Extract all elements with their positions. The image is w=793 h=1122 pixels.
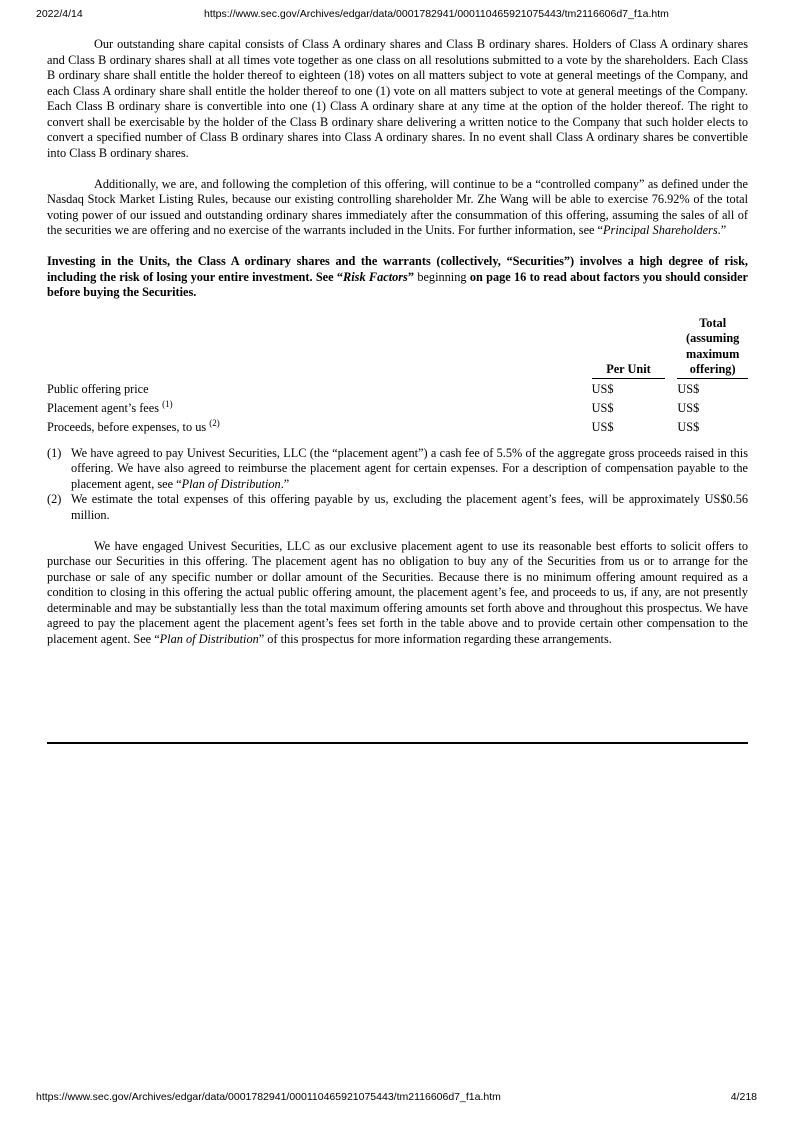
offering-table xyxy=(47,316,748,436)
controlled-company-paragraph xyxy=(47,177,748,239)
risk-warning-paragraph xyxy=(47,254,748,301)
row-total: US$ xyxy=(677,420,700,434)
col-per-unit: Per Unit xyxy=(592,362,666,379)
row-label: Proceeds, before expenses, to us xyxy=(47,420,210,434)
row-total: US$ xyxy=(677,382,700,396)
row-label: Placement agent’s fees xyxy=(47,401,163,415)
row-label: Public offering price xyxy=(47,382,149,396)
plan-of-distribution-ref: Plan of Distribution xyxy=(159,631,259,646)
footnote-text: We have agreed to pay Univest Securities, LLC (the “placement agent”) a cash fee of 5.5% of the aggregate gross proceeds raised in this offering. We have also agreed to reimburse the placement agent for certain expenses. For a description of compensation payable to the placement agent, see “Plan of Distribution.” xyxy=(71,445,748,491)
table-header-row xyxy=(47,316,748,379)
footnote-2 xyxy=(47,492,748,523)
footnote-ref: (1) xyxy=(162,399,173,409)
document-body xyxy=(47,37,748,647)
header-url: https://www.sec.gov/Archives/edgar/data/0001782941/000110465921075443/tm2116606d7_f1a.htm xyxy=(204,8,669,20)
footnote-ref: (2) xyxy=(209,418,220,428)
row-per-unit: US$ xyxy=(591,382,614,396)
footnote-1 xyxy=(47,446,748,493)
footer-url: https://www.sec.gov/Archives/edgar/data/0001782941/000110465921075443/tm2116606d7_f1a.htm xyxy=(36,1091,501,1103)
placement-agent-paragraph: We have engaged Univest Securities, LLC as our exclusive placement agent to use its reasonable best efforts to solicit offers to purchase our Securities in this offering. The placement agent has no obligation to buy any of the Securities from us or to arrange for the purchase or sale of any specific number or dollar amount of the Securities. Because there is no minimum offering amount required as a condition to closing in this offering the actual public offering amount, the placement agent’s fee, and proceeds to us, if any, are not presently determinable and may be substantially less than the total maximum offering amounts set forth above and throughout this prospectus. We have agreed to pay the placement agent the placement agent’s fees set forth in the table above and to provide certain other compensation to the placement agent. See “Plan of Distribution” of this prospectus for more information regarding these arrangements. xyxy=(47,538,748,646)
plan-of-distribution-ref: Plan of Distribution xyxy=(181,476,281,491)
table-row xyxy=(47,398,748,417)
footnotes xyxy=(47,446,748,524)
row-per-unit: US$ xyxy=(591,401,614,415)
section-divider xyxy=(47,742,748,744)
footnote-number: (1) xyxy=(47,445,62,460)
footnote-number: (2) xyxy=(47,492,62,506)
controlled-company-text: Additionally, we are, and following the completion of this offering, will continue to be a “controlled company” as defined under the Nasdaq Stock Market Listing Rules, because our existing controlling shareholder Mr. Zhe Wang will be able to exercise 76.92% of the total voting power of our issued and outstanding ordinary shares immediately after the consummation of this offering, assuming the sales of all of the securities we are offering and no exercise of the warrants included in the Units. For further information, see “ xyxy=(47,176,748,237)
row-per-unit: US$ xyxy=(591,420,614,434)
footnote-text: We estimate the total expenses of this offering payable by us, excluding the placement agent’s fees, will be approximately US$0.56 million. xyxy=(71,492,748,522)
risk-warning-quote: ” xyxy=(407,269,415,284)
risk-warning-bold: Investing in the Units, the Class A ordinary shares and the warrants (collectively, “Securities”) involves a high degree of risk, including the risk of losing your entire investment. See “ xyxy=(47,254,748,284)
principal-shareholders-ref: Principal Shareholders xyxy=(603,223,718,237)
row-total: US$ xyxy=(677,401,700,415)
table-row xyxy=(47,379,748,398)
risk-factors-ref: Risk Factors xyxy=(343,269,408,284)
print-date: 2022/4/14 xyxy=(36,8,83,20)
table-row xyxy=(47,417,748,436)
risk-warning-page: on page 16 to read about factors you should consider before buying the Securities. xyxy=(47,269,748,299)
page-number: 4/218 xyxy=(730,1091,757,1103)
col-total: Total (assuming maximum offering) xyxy=(677,316,748,379)
risk-warning-plain: beginning xyxy=(414,269,470,284)
share-capital-paragraph: Our outstanding share capital consists of Class A ordinary shares and Class B ordinary shares. Holders of Class A ordinary shares and Class B ordinary shares shall at all times vote together as one class on all resolutions submitted to a vote by the shareholders. Each Class B ordinary share shall entitle the holder thereof to eighteen (18) votes on all matters subject to vote at general meetings of the Company, and each Class A ordinary share shall entitle the holder thereof to one (1) vote on all matters subject to vote at general meetings of the Company. Each Class B ordinary share is convertible into one (1) Class A ordinary share at any time at the option of the holder thereof. The right to convert shall be exercisable by the holder of the Class B ordinary share delivering a written notice to the Company that such holder elects to convert a specified number of Class B ordinary shares into Class A ordinary shares. In no event shall Class A ordinary shares be convertible into Class B ordinary shares. xyxy=(47,37,748,160)
controlled-company-end: .” xyxy=(717,223,727,237)
